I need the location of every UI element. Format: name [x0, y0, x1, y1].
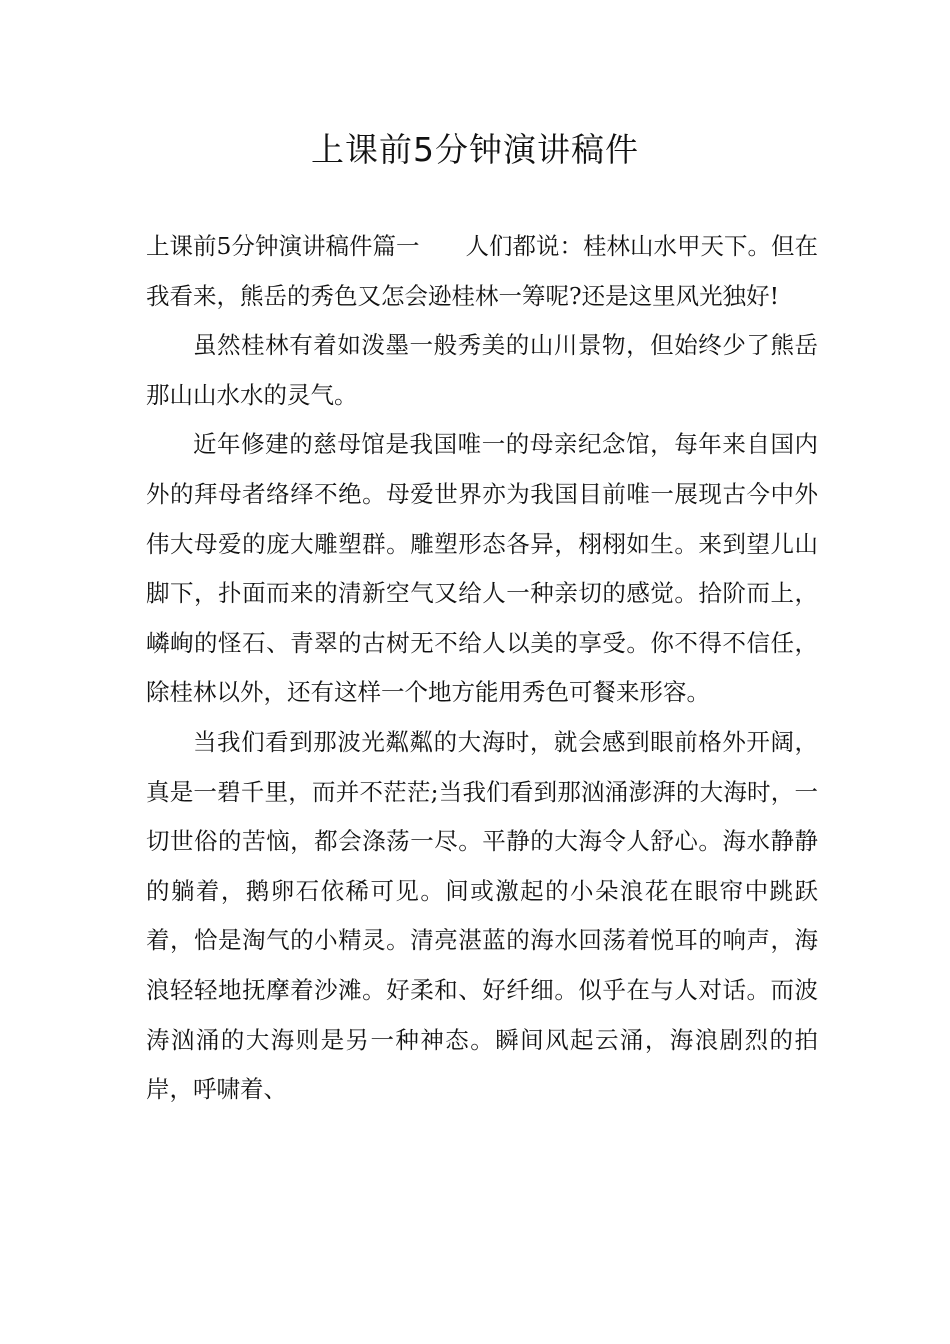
intro-text: 人们都说：桂林山水甲天下。但在我看来，熊岳的秀色又怎会逊桂林一筹呢?还是这里风光独好! — [146, 232, 819, 310]
document-title: 上课前5分钟演讲稿件 — [311, 130, 639, 169]
paragraph-intro — [146, 222, 818, 321]
paragraph-3: 当我们看到那波光粼粼的大海时，就会感到眼前格外开阔，真是一碧千里，而并不茫茫;当我们看到那汹涌澎湃的大海时，一切世俗的苦恼，都会涤荡一尽。平静的大海令人舒心。海水静静的躺着，鹅卵石依稀可见。间或激起的小朵浪花在眼帘中跳跃着，恰是淘气的小精灵。清亮湛蓝的海水回荡着悦耳的响声，海浪轻轻地抚摩着沙滩。好柔和、好纤细。似乎在与人对话。而波涛汹涌的大海则是另一种神态。瞬间风起云涌，海浪剧烈的拍岸，呼啸着、 — [146, 727, 818, 1104]
paragraph-1: 虽然桂林有着如泼墨一般秀美的山川景物，但始终少了熊岳那山山水水的灵气。 — [146, 331, 818, 409]
section-heading: 上课前5分钟演讲稿件篇一 — [146, 232, 420, 260]
paragraph-2: 近年修建的慈母馆是我国唯一的母亲纪念馆，每年来自国内外的拜母者络绎不绝。母爱世界亦为我国目前唯一展现古今中外伟大母爱的庞大雕塑群。雕塑形态各异，栩栩如生。来到望儿山脚下，扑面而来的清新空气又给人一种亲切的感觉。拾阶而上，嶙峋的怪石、青翠的古树无不给人以美的享受。你不得不信任，除桂林以外，还有这样一个地方能用秀色可餐来形容。 — [146, 430, 818, 707]
document-body — [146, 222, 818, 1115]
